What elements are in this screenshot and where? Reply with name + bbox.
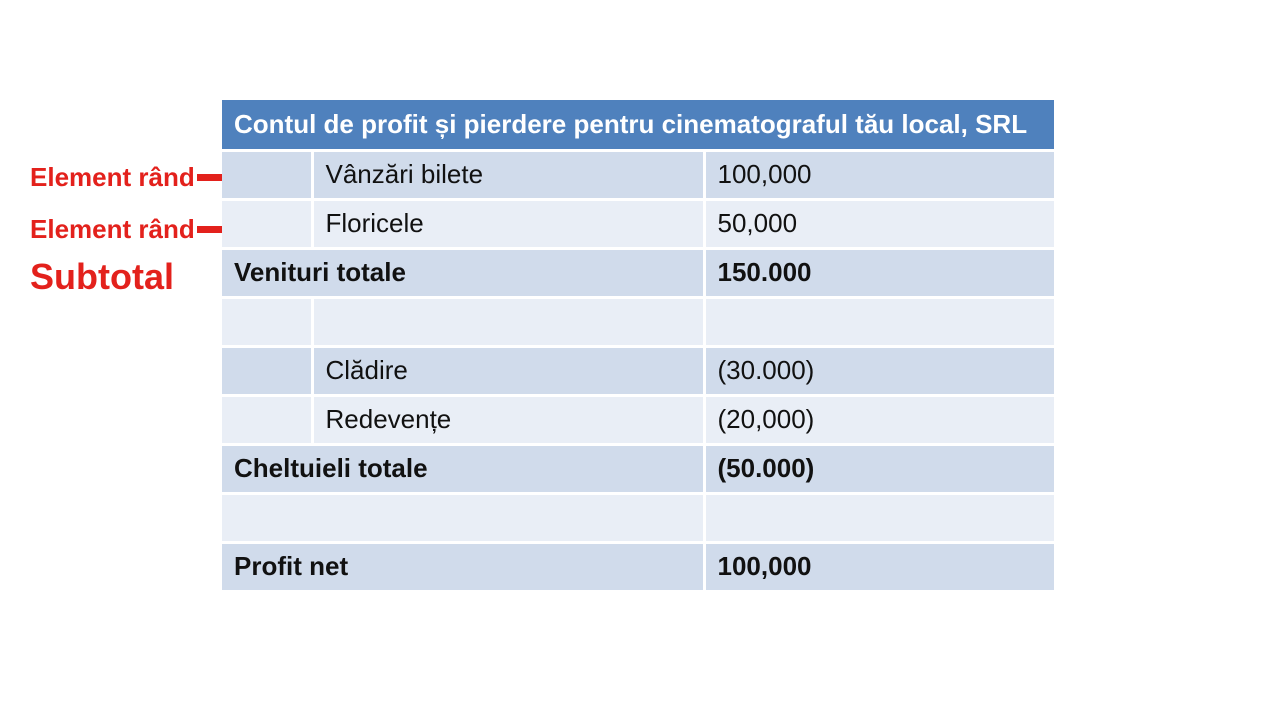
row-label xyxy=(222,297,312,346)
row-item xyxy=(312,297,704,346)
row-value: 100,000 xyxy=(704,542,1054,591)
table-row-empty xyxy=(222,493,1054,542)
table-row xyxy=(222,150,1054,199)
row-item-annotation-label: Element rând xyxy=(30,162,195,192)
row-label: Cheltuieli totale xyxy=(222,444,704,493)
table-row-total xyxy=(222,542,1054,591)
table-row xyxy=(222,395,1054,444)
table-title: Contul de profit și pierdere pentru cinematograful tău local, SRL xyxy=(222,100,1054,150)
table-row xyxy=(222,346,1054,395)
row-item-annotation-label: Element rând xyxy=(30,214,195,244)
row-label xyxy=(222,150,312,199)
row-value: 100,000 xyxy=(704,150,1054,199)
row-value xyxy=(704,297,1054,346)
table-row-subtotal xyxy=(222,444,1054,493)
row-item: Clădire xyxy=(312,346,704,395)
profit-loss-table xyxy=(222,100,1054,593)
row-value: (30.000) xyxy=(704,346,1054,395)
row-label xyxy=(222,346,312,395)
table-row-empty xyxy=(222,297,1054,346)
row-value: 50,000 xyxy=(704,199,1054,248)
table-row xyxy=(222,199,1054,248)
row-item: Floricele xyxy=(312,199,704,248)
row-value: (50.000) xyxy=(704,444,1054,493)
row-value xyxy=(704,493,1054,542)
row-item: Redevențe xyxy=(312,395,704,444)
row-label: Venituri totale xyxy=(222,248,704,297)
row-value: (20,000) xyxy=(704,395,1054,444)
row-value: 150.000 xyxy=(704,248,1054,297)
table-row-subtotal xyxy=(222,248,1054,297)
row-label xyxy=(222,199,312,248)
row-item: Vânzări bilete xyxy=(312,150,704,199)
row-label xyxy=(222,493,704,542)
row-label: Profit net xyxy=(222,542,704,591)
row-label xyxy=(222,395,312,444)
subtotal-annotation: Subtotal xyxy=(30,256,174,297)
